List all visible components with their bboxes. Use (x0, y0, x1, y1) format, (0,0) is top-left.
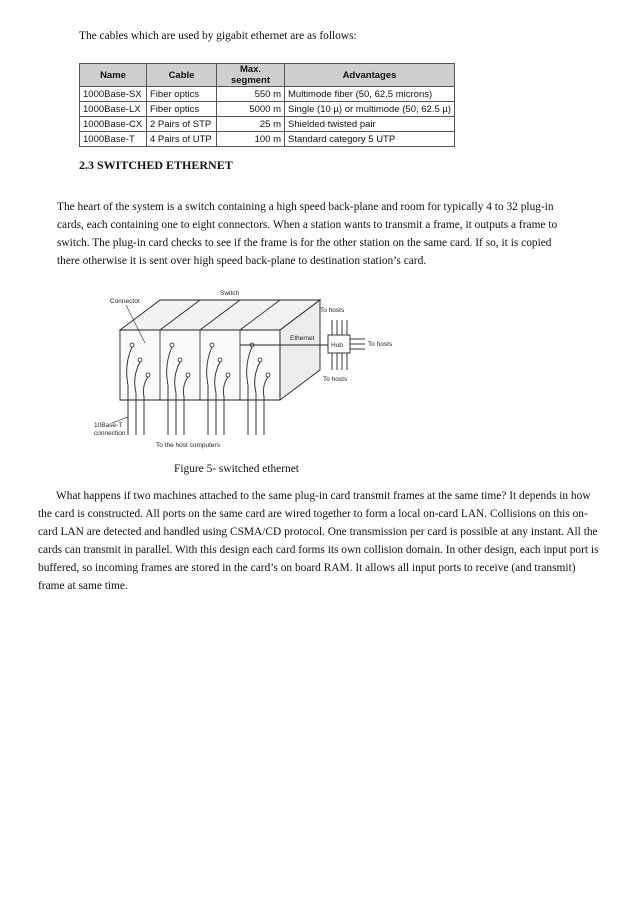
cell-max-segment: 25 m (217, 117, 285, 132)
table-row (80, 117, 455, 132)
cell-name: 1000Base-SX (80, 87, 147, 102)
cell-name: 1000Base-LX (80, 102, 147, 117)
intro-text: The cables which are used by gigabit ethernet are as follows: (79, 30, 357, 42)
cell-max-segment: 5000 m (217, 102, 285, 117)
table-row (80, 132, 455, 147)
cell-advantages: Standard category 5 UTP (285, 132, 455, 147)
label-10base-t: 10Base-T (94, 422, 123, 429)
label-to-hosts-top: To hosts (320, 307, 345, 314)
paragraph-switch-description: The heart of the system is a switch containing a high speed back-plane and room for typically 4 to 32 plug-in cards, each containing one to eight connectors. When a station wants to transmit a frame, it outputs a frame to switch. The plug-in card checks to see if the frame is for the other station on the same card. If so, it is copied there otherwise it is sent over high speed back-plane to destination station’s card. (57, 201, 558, 267)
label-to-hosts-bottom: To hosts (323, 376, 348, 383)
section-heading: 2.3 SWITCHED ETHERNET (79, 158, 233, 172)
paragraph-collision-domains: What happens if two machines attached to the same plug-in card transmit frames at the same time? It depends in how the card is constructed. All ports on the same card are wired together to form a local on-card LAN. Collisions on this on-card LAN are detected and handled using CSMA/CD protocol. One transmission per card is possible at any instant. All the cards can transmit in parallel. With this design each card forms its own collision domain. In other design, each input port is buffered, so incoming frames are stored in the card’s on board RAM. It allows all input ports to receive (and transmit) frame at same time. (38, 490, 599, 592)
header-cable: Cable (147, 64, 217, 87)
cell-cable: 2 Pairs of STP (147, 117, 217, 132)
label-host-computers: To the host computers (156, 442, 220, 449)
gigabit-cable-table (79, 63, 455, 147)
cell-advantages: Shielded twisted pair (285, 117, 455, 132)
cell-max-segment: 100 m (217, 132, 285, 147)
label-connector: Connector (110, 298, 140, 305)
cell-cable: Fiber optics (147, 87, 217, 102)
cell-cable: 4 Pairs of UTP (147, 132, 217, 147)
label-hub: Hub (331, 342, 343, 349)
cell-cable: Fiber optics (147, 102, 217, 117)
header-max-segment: Max. segment (217, 64, 285, 87)
cell-max-segment: 550 m (217, 87, 285, 102)
cell-name: 1000Base-CX (80, 117, 147, 132)
cell-advantages: Single (10 µ) or multimode (50, 62.5 µ) (285, 102, 455, 117)
cell-name: 1000Base-T (80, 132, 147, 147)
label-to-hosts-right: To hosts (368, 341, 393, 348)
header-advantages: Advantages (285, 64, 455, 87)
switched-ethernet-figure (90, 285, 400, 460)
table-row (80, 87, 455, 102)
label-switch: Switch (220, 290, 240, 297)
header-name: Name (80, 64, 147, 87)
cell-advantages: Multimode fiber (50, 62.5 microns) (285, 87, 455, 102)
table-header-row (80, 64, 455, 87)
label-ethernet: Ethernet (290, 335, 315, 342)
figure-caption: Figure 5- switched ethernet (174, 463, 299, 475)
label-connection: connection (94, 430, 126, 437)
table-row (80, 102, 455, 117)
